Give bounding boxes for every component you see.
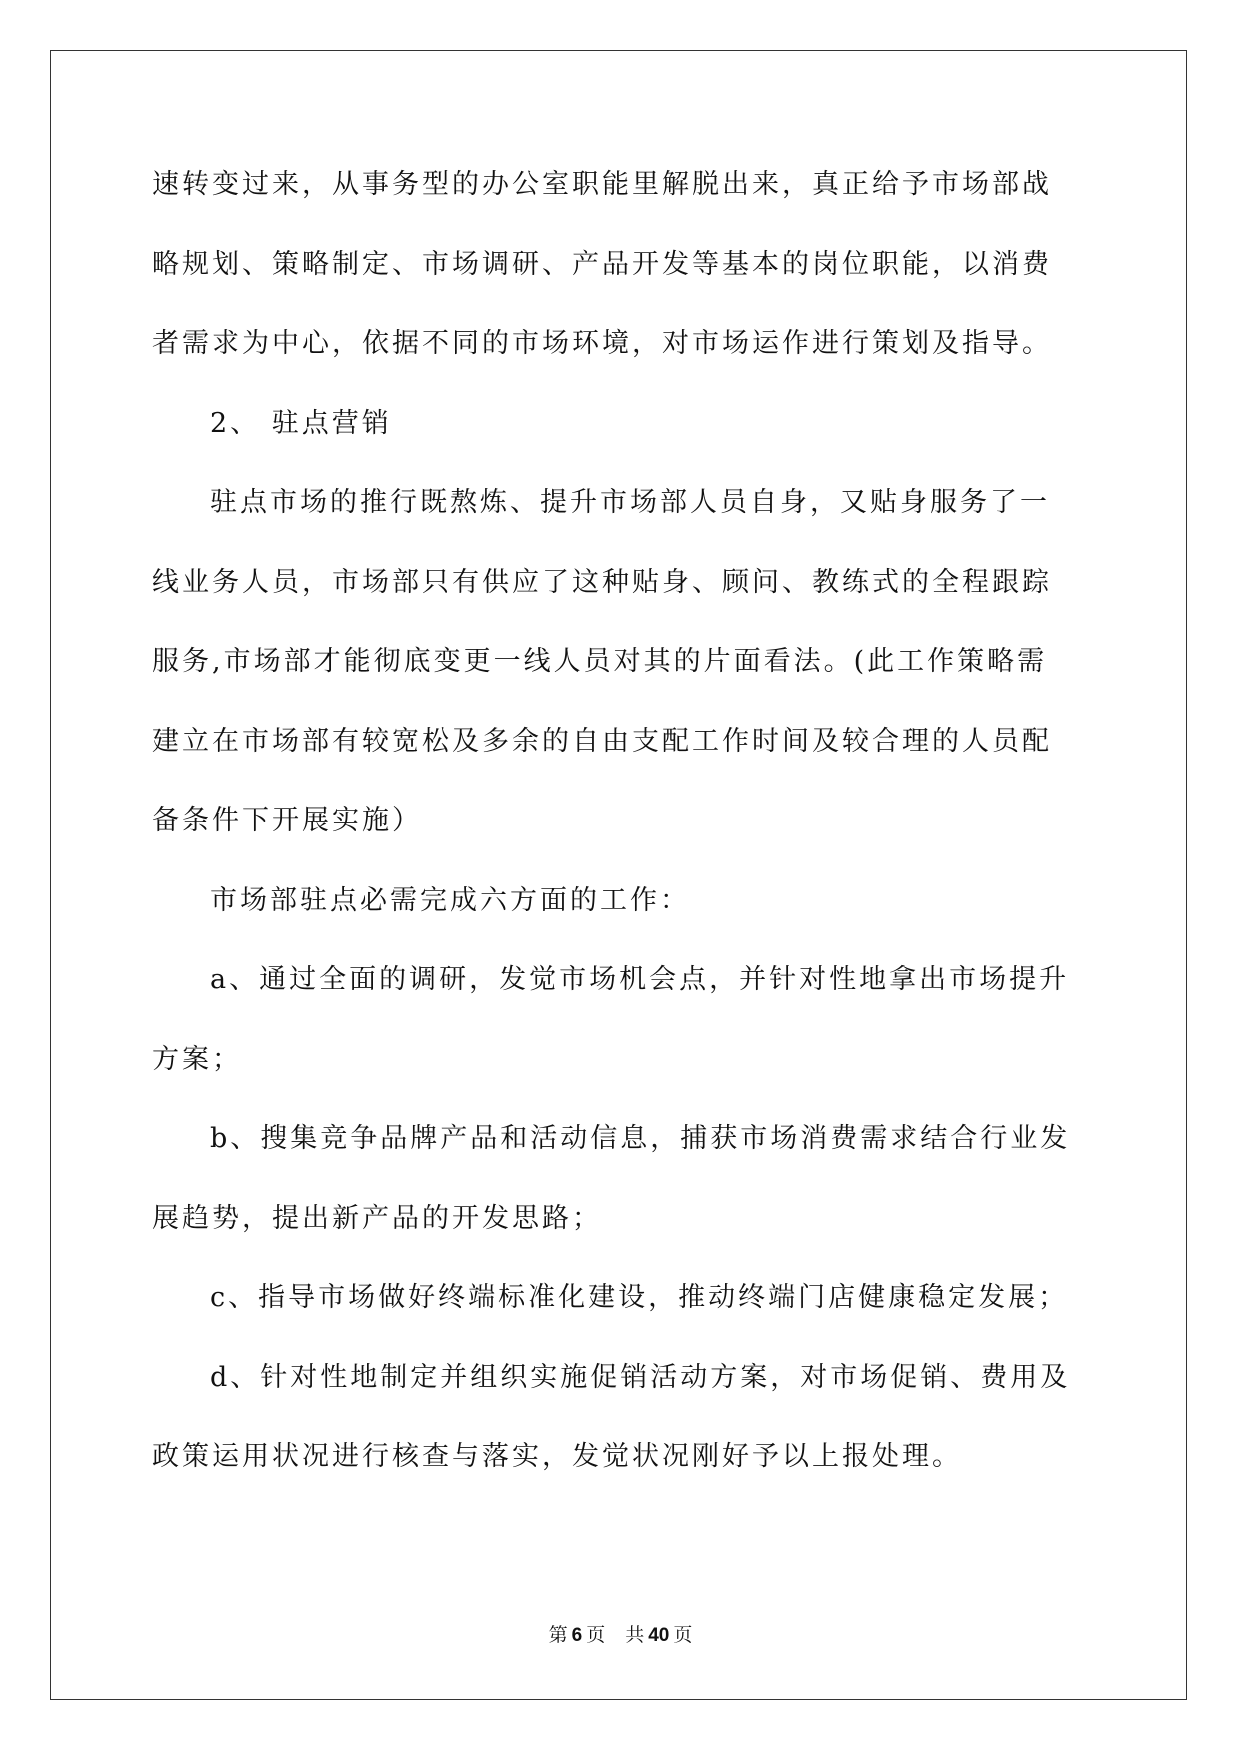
list-item: a、通过全面的调研，发觉市场机会点，并针对性地拿出市场提升 <box>210 964 1070 995</box>
list-item: d、针对性地制定并组织实施促销活动方案，对市场促销、费用及 <box>210 1361 1071 1393</box>
paragraph-line: 略规划、策略制定、市场调研、产品开发等基本的岗位职能，以消费 <box>152 248 1052 280</box>
list-item: b、搜集竞争品牌产品和活动信息，捕获市场消费需求结合行业发 <box>210 1123 1071 1154</box>
list-item-continuation: 政策运用状况进行核查与落实，发觉状况刚好予以上报处理。 <box>152 1441 962 1472</box>
list-item-continuation: 方案； <box>152 1043 242 1075</box>
page-current: 6 <box>571 1625 583 1646</box>
section-heading: 2、 驻点营销 <box>210 407 392 439</box>
page-footer <box>0 1620 1241 1647</box>
page-total: 40 <box>648 1625 670 1646</box>
paragraph-line: 线业务人员，市场部只有供应了这种贴身、顾问、教练式的全程跟踪 <box>152 566 1052 598</box>
paragraph-line: 市场部驻点必需完成六方面的工作： <box>210 884 690 916</box>
list-item: c、指导市场做好终端标准化建设，推动终端门店健康稳定发展； <box>210 1282 1069 1313</box>
paragraph-line: 建立在市场部有较宽松及多余的自由支配工作时间及较合理的人员配 <box>152 725 1052 757</box>
list-item-continuation: 展趋势，提出新产品的开发思路； <box>152 1202 602 1234</box>
paragraph-line: 驻点市场的推行既熬炼、提升市场部人员自身，又贴身服务了一 <box>210 487 1050 518</box>
paragraph-line: 备条件下开展实施） <box>152 805 422 836</box>
page-prefix: 第 <box>548 1624 568 1646</box>
total-prefix: 共 <box>625 1624 645 1646</box>
paragraph-line: 者需求为中心，依据不同的市场环境，对市场运作进行策划及指导。 <box>152 328 1052 359</box>
paragraph-line: 速转变过来，从事务型的办公室职能里解脱出来，真正给予市场部战 <box>152 169 1052 200</box>
page-mid: 页 <box>586 1624 606 1646</box>
paragraph-line: 服务,市场部才能彻底变更一线人员对其的片面看法。(此工作策略需 <box>152 646 1048 677</box>
document-body <box>152 160 1092 1512</box>
total-suffix: 页 <box>673 1624 693 1646</box>
